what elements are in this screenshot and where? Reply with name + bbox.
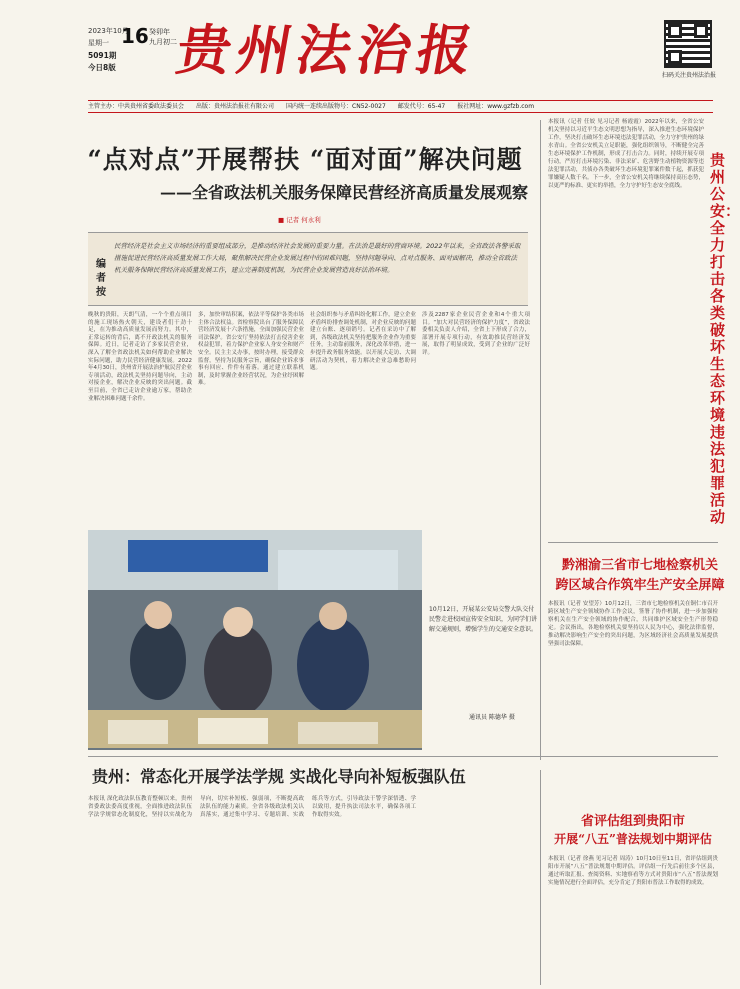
lead-photo[interactable] xyxy=(88,530,422,748)
editor-note-tag: 编者按 xyxy=(96,259,106,298)
issue-weekday: 星期一 xyxy=(88,39,109,47)
qr-label: 扫码关注贵州法治报 xyxy=(661,72,716,79)
story2-title-line2: 跨区域合作筑牢生产安全屏障 xyxy=(555,578,725,593)
issue-date: 2023年10月 xyxy=(88,27,129,35)
story3-headline: 贵州：常态化开展学法学规 实战化导向补短板强队伍 xyxy=(92,767,466,786)
photo-illustration xyxy=(88,530,422,748)
lunar-date: 九月初二 xyxy=(149,38,177,46)
lead-column-1: 晚秋的贵阳，天朗气清，一个个重点项目的施工现场热火朝天，建设者们干劲十足，在为推动高质量发展而努力。其中，正常运转的背后，离不开政法机关的服务保障。近日，记者走访了多家民营企业，深入了解全省政法机关如何帮助企业解决实际问题，助力民营经济健康发展。2022年4月30日，贵州省开展法治护航民营企业专项活动，政法机关坚持问题导向，主动对接企业，解决企业反映的突出问题。截至目前，全省已走访企业逾万家，帮助企业解决困难问题千余件。 xyxy=(88,312,192,402)
newspaper-title: 贵州法治报 xyxy=(171,18,484,82)
sidebar-body: 本报讯（记者 任姣 见习记者 杨霞霞）2022年以来，全省公安机关坚持以习近平生态文明思想为指导，深入推进生态环境保护工作，坚决打击破坏生态环境违法犯罪活动，全力守护贵州的绿水青山。全省公安机关立足职能，强化组织领导，不断健全完善生态环境保护工作机制，形成了打击合力。同时，持续开展专项行动，严厉打击环境污染、非法采矿、危害野生动植物资源等违法犯罪活动，共侦办各类破坏生态环境犯罪案件数千起，抓获犯罪嫌疑人数千名。下一步，全省公安机关将继续保持高压态势，以更严的标准、更实的举措，全力守护好生态安全底线。 xyxy=(548,119,704,189)
story4-body: 本报讯（记者 徐燕 见习记者 周涛）10月10日至11日，省评估组到贵阳市开展“八五”普法规划中期评估。评估组一行先后前往多个区县，通过听取汇报、查阅资料、实地察看等方式对贵阳市“八五”普法规划实施情况进行全面评估，充分肯定了贵阳市普法工作取得的成效。 xyxy=(548,856,718,886)
sidebar-headline: 贵州公安：全力打击各类破坏生态环境违法犯罪活动 xyxy=(710,151,740,526)
qr-code-icon[interactable] xyxy=(664,20,712,68)
photo-caption: 10月12日，开展某公安局交警大队交付民警走进校园宣传安全知识，为同学们讲解交通规则，增强学生的交通安全意识。 xyxy=(429,606,538,633)
info-sponsor: 主管主办：中共贵州省委政法委员会 xyxy=(88,103,185,110)
photo-credit: 通讯员 陈德华 摄 xyxy=(469,714,515,721)
info-website[interactable]: 报社网址：www.gzfzb.com xyxy=(457,103,535,110)
info-postal-code: 邮发代号：65-47 xyxy=(397,103,446,110)
lead-column-3: 社会组织参与矛盾纠纷化解工作，建立企业矛盾纠纷排查调处机制，对企业反映的问题建立台账、逐项销号。记者在采访中了解到，各级政法机关坚持把服务企业作为重要任务，主动靠前服务，深化改革举措，进一步提升政务服务效能。以开展大走访、大调研活动为契机，着力解决企业急难愁盼问题。 xyxy=(310,312,416,372)
lunar-year: 癸卯年 xyxy=(149,28,170,36)
editor-note-text: 民营经济是社会主义市场经济的重要组成部分，是推动经济社会发展的重要力量。在法治是最好的营商环境。2022年以来，全省政法各警采取措施促进民营经济高质量发展工作大局，聚焦解决民营企业发展过程中的困难问题，坚持问题导向、点对点服务、面对面解决，推动全省政法机关服务保障民营经济高质量发展工作，建立完善制度机制，为民营企业发展营造良好法治环境。 xyxy=(114,242,521,274)
page-count: 今日8版 xyxy=(88,63,116,72)
publication-info-bar xyxy=(88,100,713,113)
issue-day: 16 xyxy=(121,24,149,48)
info-cn-number: 国内统一连续出版物号：CN52-0027 xyxy=(286,103,386,110)
story2-title-line1: 黔湘渝三省市七地检察机关 xyxy=(561,558,718,573)
lead-column-4: 涉及2287家企业民营企业和4个重大项目。“加大对民营经济的保护力度”，省政法委相关负责人介绍，全省上下形成了合力，部署开展专项行动，有效助推民营经济发展，取得了明显成效，受到了企业的广泛好评。 xyxy=(422,312,530,356)
issue-number: 5091期 xyxy=(88,51,117,60)
story3-body: 本报讯 深化政法队伍教育整顿以来，贵州省委政法委高度重视，全面推进政法队伍学法学规常态化制度化，坚持以实战化为导向，切实补短板、强弱项，不断提高政法队伍的能力素质。全省各级政法机关认真落实，通过集中学习、专题培训、实战练兵等方式，引导政法干警学深悟透、学以致用，提升执法司法水平，确保各项工作取得实效。 xyxy=(88,796,416,818)
info-publisher: 出版：贵州法治报社有限公司 xyxy=(196,103,275,110)
story4-title-line2: 开展“八五”普法规划中期评估 xyxy=(554,832,712,846)
lead-byline: ■ 记者 何永利 xyxy=(278,216,321,224)
story4-title-line1: 省评估组到贵阳市 xyxy=(580,814,685,829)
lead-column-2: 多，加快审结积案，依法平等保护各类市场主体合法权益。省检察院出台了服务保障民营经济发展十六条措施，全面加强民营企业司法保护。省公安厅坚持依法打击侵害企业权益犯罪，着力保护企业家人身安全和财产安全。民主主义办事，按时办理，接受群众监督，坚持为民服务宗旨，确保企业诉求事事有回应、件件有着落。通过建立联系机制，及时掌握企业经营状况，为企业纾困解难。 xyxy=(198,312,304,387)
lead-headline: “点对点”开展帮扶 “面对面”解决问题 xyxy=(87,145,523,174)
story2-body: 本报讯（记者 安望芳）10月12日，三省市七地检察机关在铜仁市召开跨区域生产安全领域协作工作会议，签署了协作机制，进一步加强检察机关在生产安全领域的协作配合，共同维护区域安全生产形势稳定。会议指出，各地检察机关要坚持以人民为中心，强化法律监督，推动解决影响生产安全的突出问题，为区域经济社会高质量发展提供坚强司法保障。 xyxy=(548,601,718,647)
lead-subhead: ——全省政法机关服务保障民营经济高质量发展观察 xyxy=(160,183,529,202)
